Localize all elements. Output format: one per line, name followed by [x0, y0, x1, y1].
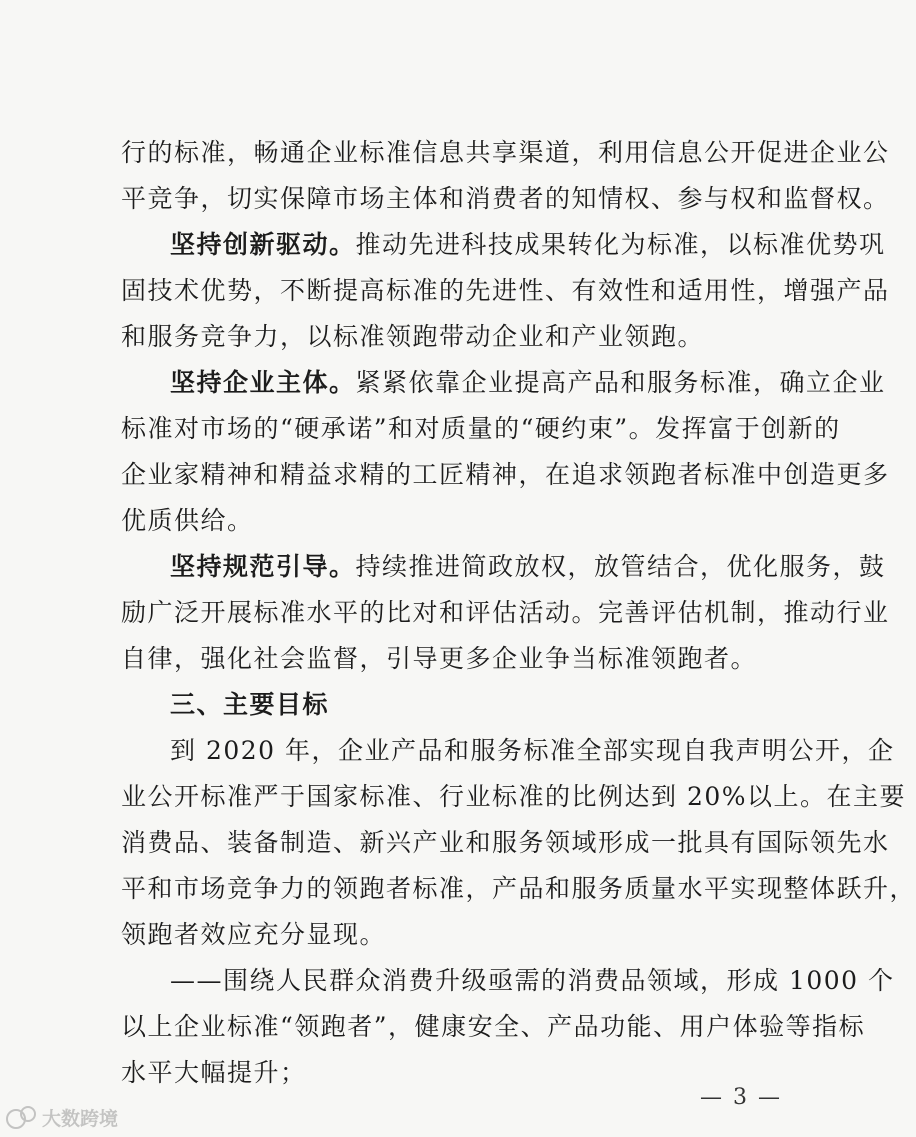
text-line: 平竞争，切实保障市场主体和消费者的知情权、参与权和监督权。: [121, 184, 890, 213]
text-line: [170, 368, 886, 398]
section-heading: 三、主要目标: [170, 690, 330, 719]
lead-rest: 推动先进科技成果转化为标准，以标准优势巩: [355, 230, 886, 259]
bold-lead: 坚持规范引导。: [170, 552, 356, 581]
text-line: 标准对市场的“硬承诺”和对质量的“硬约束”。发挥富于创新的: [121, 414, 841, 443]
text-line: 消费品、装备制造、新兴产业和服务领域形成一批具有国际领先水: [121, 828, 890, 857]
bold-lead: 坚持企业主体。: [170, 368, 356, 397]
text-line: 水平大幅提升；: [121, 1058, 307, 1087]
brand-logo-icon: [6, 1104, 36, 1130]
text-line: [170, 552, 886, 582]
text-line: 业公开标准严于国家标准、行业标准的比例达到 20%以上。在主要: [121, 782, 907, 811]
bold-lead: 坚持创新驱动。: [170, 230, 356, 259]
text-line: ——围绕人民群众消费升级亟需的消费品领域，形成 1000 个: [170, 966, 895, 995]
text-line: 固技术优势，不断提高标准的先进性、有效性和适用性，增强产品: [121, 276, 890, 305]
watermark: [6, 1102, 118, 1132]
text-line: 平和市场竞争力的领跑者标准，产品和服务质量水平实现整体跃升，: [121, 874, 916, 903]
text-line: 优质供给。: [121, 506, 254, 535]
text-line: [170, 230, 886, 260]
text-line: 企业家精神和精益求精的工匠精神，在追求领跑者标准中创造更多: [121, 460, 890, 489]
page-number: — 3 —: [700, 1085, 782, 1110]
text-line: 行的标准，畅通企业标准信息共享渠道，利用信息公开促进企业公: [121, 138, 890, 167]
text-line: 励广泛开展标准水平的比对和评估活动。完善评估机制，推动行业: [121, 598, 890, 627]
text-line: 到 2020 年，企业产品和服务标准全部实现自我声明公开，企: [170, 736, 895, 765]
text-line: 领跑者效应充分显现。: [121, 920, 387, 949]
lead-rest: 持续推进简政放权，放管结合，优化服务，鼓: [355, 552, 886, 581]
text-line: 和服务竞争力，以标准领跑带动企业和产业领跑。: [121, 322, 705, 351]
text-line: 自律，强化社会监督，引导更多企业争当标准领跑者。: [121, 644, 758, 673]
watermark-text: 大数跨境: [42, 1107, 119, 1130]
text-line: 以上企业标准“领跑者”，健康安全、产品功能、用户体验等指标: [121, 1012, 866, 1041]
lead-rest: 紧紧依靠企业提高产品和服务标准，确立企业: [355, 368, 886, 397]
